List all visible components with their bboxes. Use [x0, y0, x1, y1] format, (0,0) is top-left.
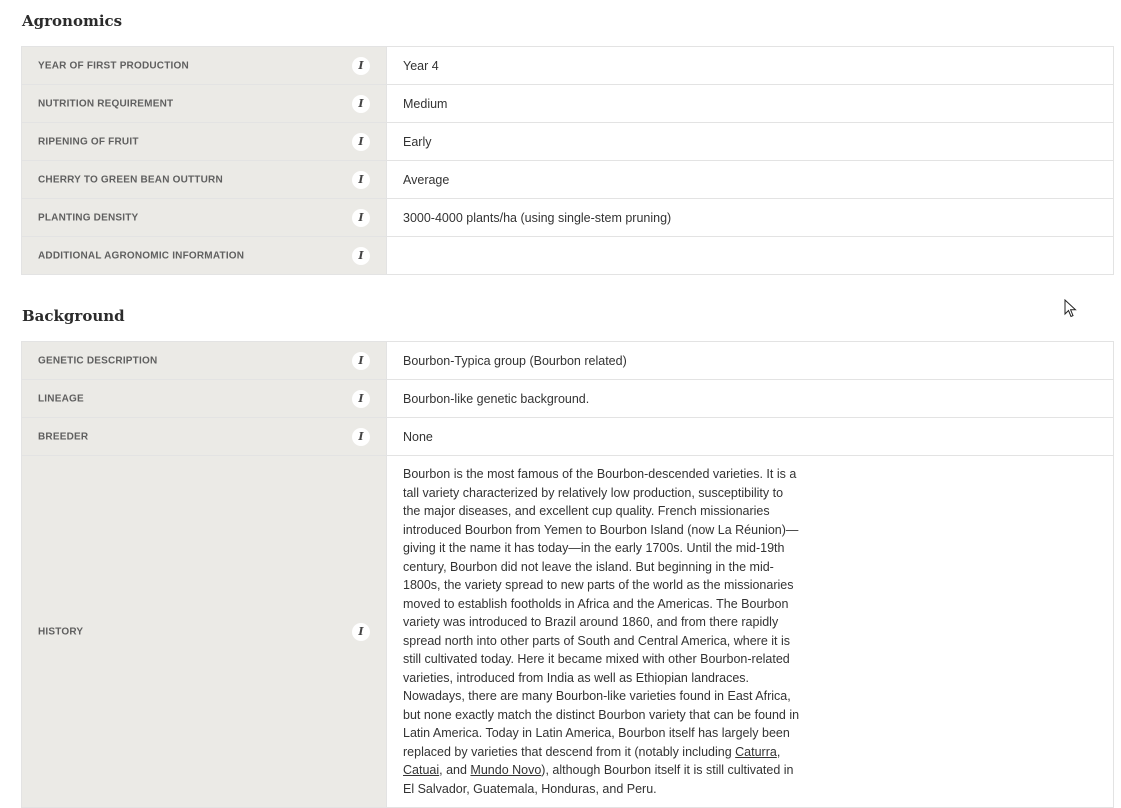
info-icon[interactable]: I [352, 171, 370, 189]
row-label-cell [22, 380, 387, 418]
row-value: Bourbon-like genetic background. [387, 380, 1114, 418]
row-value: Early [387, 123, 1114, 161]
table-row [22, 85, 1114, 123]
agronomics-table [21, 46, 1114, 275]
table-row [22, 199, 1114, 237]
table-row [22, 342, 1114, 380]
info-icon[interactable]: I [352, 57, 370, 75]
history-value [387, 456, 1114, 808]
info-icon[interactable]: I [352, 209, 370, 227]
table-row-history [22, 456, 1114, 808]
row-label-cell [22, 237, 387, 275]
row-value: Bourbon-Typica group (Bourbon related) [387, 342, 1114, 380]
table-row [22, 418, 1114, 456]
mouse-pointer-icon [1064, 299, 1077, 318]
info-icon[interactable]: I [352, 247, 370, 265]
history-separator: , [776, 744, 781, 759]
row-label-cell [22, 123, 387, 161]
info-icon[interactable]: I [352, 428, 370, 446]
row-value: Medium [387, 85, 1114, 123]
info-icon[interactable]: I [352, 133, 370, 151]
row-label-cell [22, 199, 387, 237]
history-text-part: Bourbon is the most famous of the Bourbon-descended varieties. It is a tall variety characterized by relatively low production, susceptibility to the major diseases, and excellent cup quality. French missionaries introduced Bourbon from Yemen to Bourbon Island (now La Réunion)—giving it the name it has today—in the early 1700s. Until the mid-19th century, Bourbon did not leave the island. But beginning in the mid-1800s, the variety spread to new parts of the world as the missionaries moved to establish footholds in Africa and the Americas. The Bourbon variety was introduced to Brazil around 1860, and from there rapidly spread north into other parts of South and Central America, where it is still cultivated today. Here it became mixed with other Bourbon-related varieties, introduced from India as well as Ethiopian landraces. Nowadays, there are many Bourbon-like varieties found in East Africa, but none exactly match the distinct Bourbon variety that can be found in Latin America. Today in Latin America, Bourbon itself has largely been replaced by varieties that descend from it (notably including [403, 467, 800, 759]
row-label: ADDITIONAL AGRONOMIC INFORMATION [38, 250, 245, 261]
row-label-cell [22, 342, 387, 380]
row-label-cell [22, 47, 387, 85]
row-value: Average [387, 161, 1114, 199]
table-row [22, 123, 1114, 161]
mundo-novo-link[interactable]: Mundo Novo [470, 763, 542, 777]
row-label-cell [22, 418, 387, 456]
row-label: LINEAGE [38, 393, 84, 404]
table-row [22, 47, 1114, 85]
info-icon[interactable]: I [352, 623, 370, 641]
row-label: HISTORY [38, 626, 84, 637]
row-label-cell [22, 85, 387, 123]
row-value: Year 4 [387, 47, 1114, 85]
info-icon[interactable]: I [352, 95, 370, 113]
section-title-agronomics: Agronomics [22, 12, 123, 30]
catuai-link[interactable]: Catuai [403, 763, 440, 777]
row-label: NUTRITION REQUIREMENT [38, 98, 174, 109]
row-label-cell [22, 456, 387, 808]
row-label: CHERRY TO GREEN BEAN OUTTURN [38, 174, 223, 185]
row-value [387, 237, 1114, 275]
history-text-part: ), although Bourbon itself it is still cultivated in El Salvador, Guatemala, Honduras, and Peru. [403, 763, 794, 796]
caturra-link[interactable]: Caturra [735, 744, 777, 759]
row-value: 3000-4000 plants/ha (using single-stem pruning) [387, 199, 1114, 237]
background-table [21, 341, 1114, 808]
table-row [22, 161, 1114, 199]
row-label: GENETIC DESCRIPTION [38, 355, 158, 366]
row-label: RIPENING OF FRUIT [38, 136, 139, 147]
info-icon[interactable]: I [352, 390, 370, 408]
section-title-background: Background [22, 307, 125, 325]
table-row [22, 380, 1114, 418]
history-separator: , and [439, 763, 471, 777]
row-label: BREEDER [38, 431, 89, 442]
row-label-cell [22, 161, 387, 199]
info-icon[interactable]: I [352, 352, 370, 370]
history-text [403, 465, 803, 798]
row-label: YEAR OF FIRST PRODUCTION [38, 60, 189, 71]
row-value: None [387, 418, 1114, 456]
table-row [22, 237, 1114, 275]
row-label: PLANTING DENSITY [38, 212, 139, 223]
